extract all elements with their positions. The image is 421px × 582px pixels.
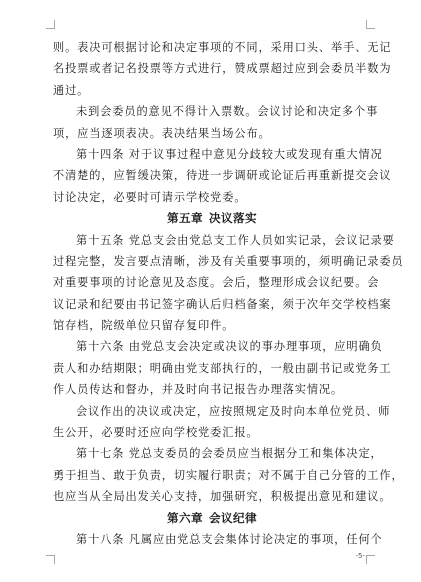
article-18-line: 第十八条 凡属应由党总支会集体讨论决定的事项，任何个 bbox=[76, 532, 383, 546]
page-number: -5- bbox=[355, 552, 365, 560]
text-line: 未到会委员的意见不得计入票数。会议讨论和决定多个事 bbox=[76, 105, 379, 119]
text-line: 会议作出的决议或决定，应按照规定及时向本单位党员、师 bbox=[76, 404, 391, 418]
text-line: 项，应当逐项表决。表决结果当场公布。 bbox=[53, 126, 271, 140]
text-line: 讨论决定，必要时可请示学校党委。 bbox=[53, 190, 247, 204]
text-line: 通过。 bbox=[53, 83, 90, 97]
article-14-line: 第十四条 对于议事过程中意见分歧较大或发现有重大情况 bbox=[76, 147, 383, 161]
text-line: 过程完整，发言要点清晰，涉及有关重要事项的，须明确记录委员 bbox=[53, 254, 404, 268]
text-line: 不清楚的，应暂缓决策，待进一步调研或论证后再重新提交会议 bbox=[53, 169, 392, 183]
text-line: 名投票或者记名投票等方式进行，赞成票超过应到会委员半数为 bbox=[53, 62, 392, 76]
document-body bbox=[53, 37, 404, 550]
text-line: 馆存档，院级单位只留存复印件。 bbox=[53, 319, 235, 333]
article-16-line: 第十六条 由党总支会决定或决议的事办理事项，应明确负 bbox=[76, 340, 383, 354]
text-line: 也应当从全局出发关心支持，加强研究，积极提出意见和建议。 bbox=[53, 490, 392, 504]
crop-mark-top-right bbox=[366, 20, 375, 29]
text-line: 生公开，必要时还应向学校党委汇报。 bbox=[53, 426, 259, 440]
text-line: 作人员传达和督办，并及时向书记报告办理落实情况。 bbox=[53, 383, 344, 397]
text-line: 责人和办结期限；明确由党支部执行的，一般由副书记或党务工 bbox=[53, 361, 392, 375]
chapter-6-heading bbox=[53, 508, 371, 529]
article-15-line: 第十五条 党总支会由党总支工作人员如实记录，会议记录要 bbox=[76, 233, 395, 247]
chapter-title: 决议落实 bbox=[209, 211, 257, 226]
text-line: 议记录和纪要由书记签字确认后归档备案，须于次年交学校档案 bbox=[53, 297, 392, 311]
crop-mark-bottom-right bbox=[366, 555, 375, 564]
chapter-number: 第五章 bbox=[167, 211, 203, 226]
crop-mark-bottom-left bbox=[46, 555, 55, 564]
crop-mark-top-left bbox=[46, 20, 55, 29]
text-line: 则。表决可根据讨论和决定事项的不同，采用口头、举手、无记 bbox=[53, 41, 392, 54]
chapter-number: 第六章 bbox=[167, 510, 203, 525]
article-17-line: 第十七条 党总支委员的会委员应当根据分工和集体决定， bbox=[76, 447, 383, 461]
text-line: 对重要事项的讨论意见及态度。会后，整理形成会议纪要。会 bbox=[53, 276, 380, 290]
chapter-5-heading bbox=[53, 208, 371, 229]
text-line: 勇于担当、敢于负责，切实履行职责；对不属于自己分管的工作， bbox=[53, 468, 404, 482]
chapter-title: 会议纪律 bbox=[209, 510, 257, 525]
